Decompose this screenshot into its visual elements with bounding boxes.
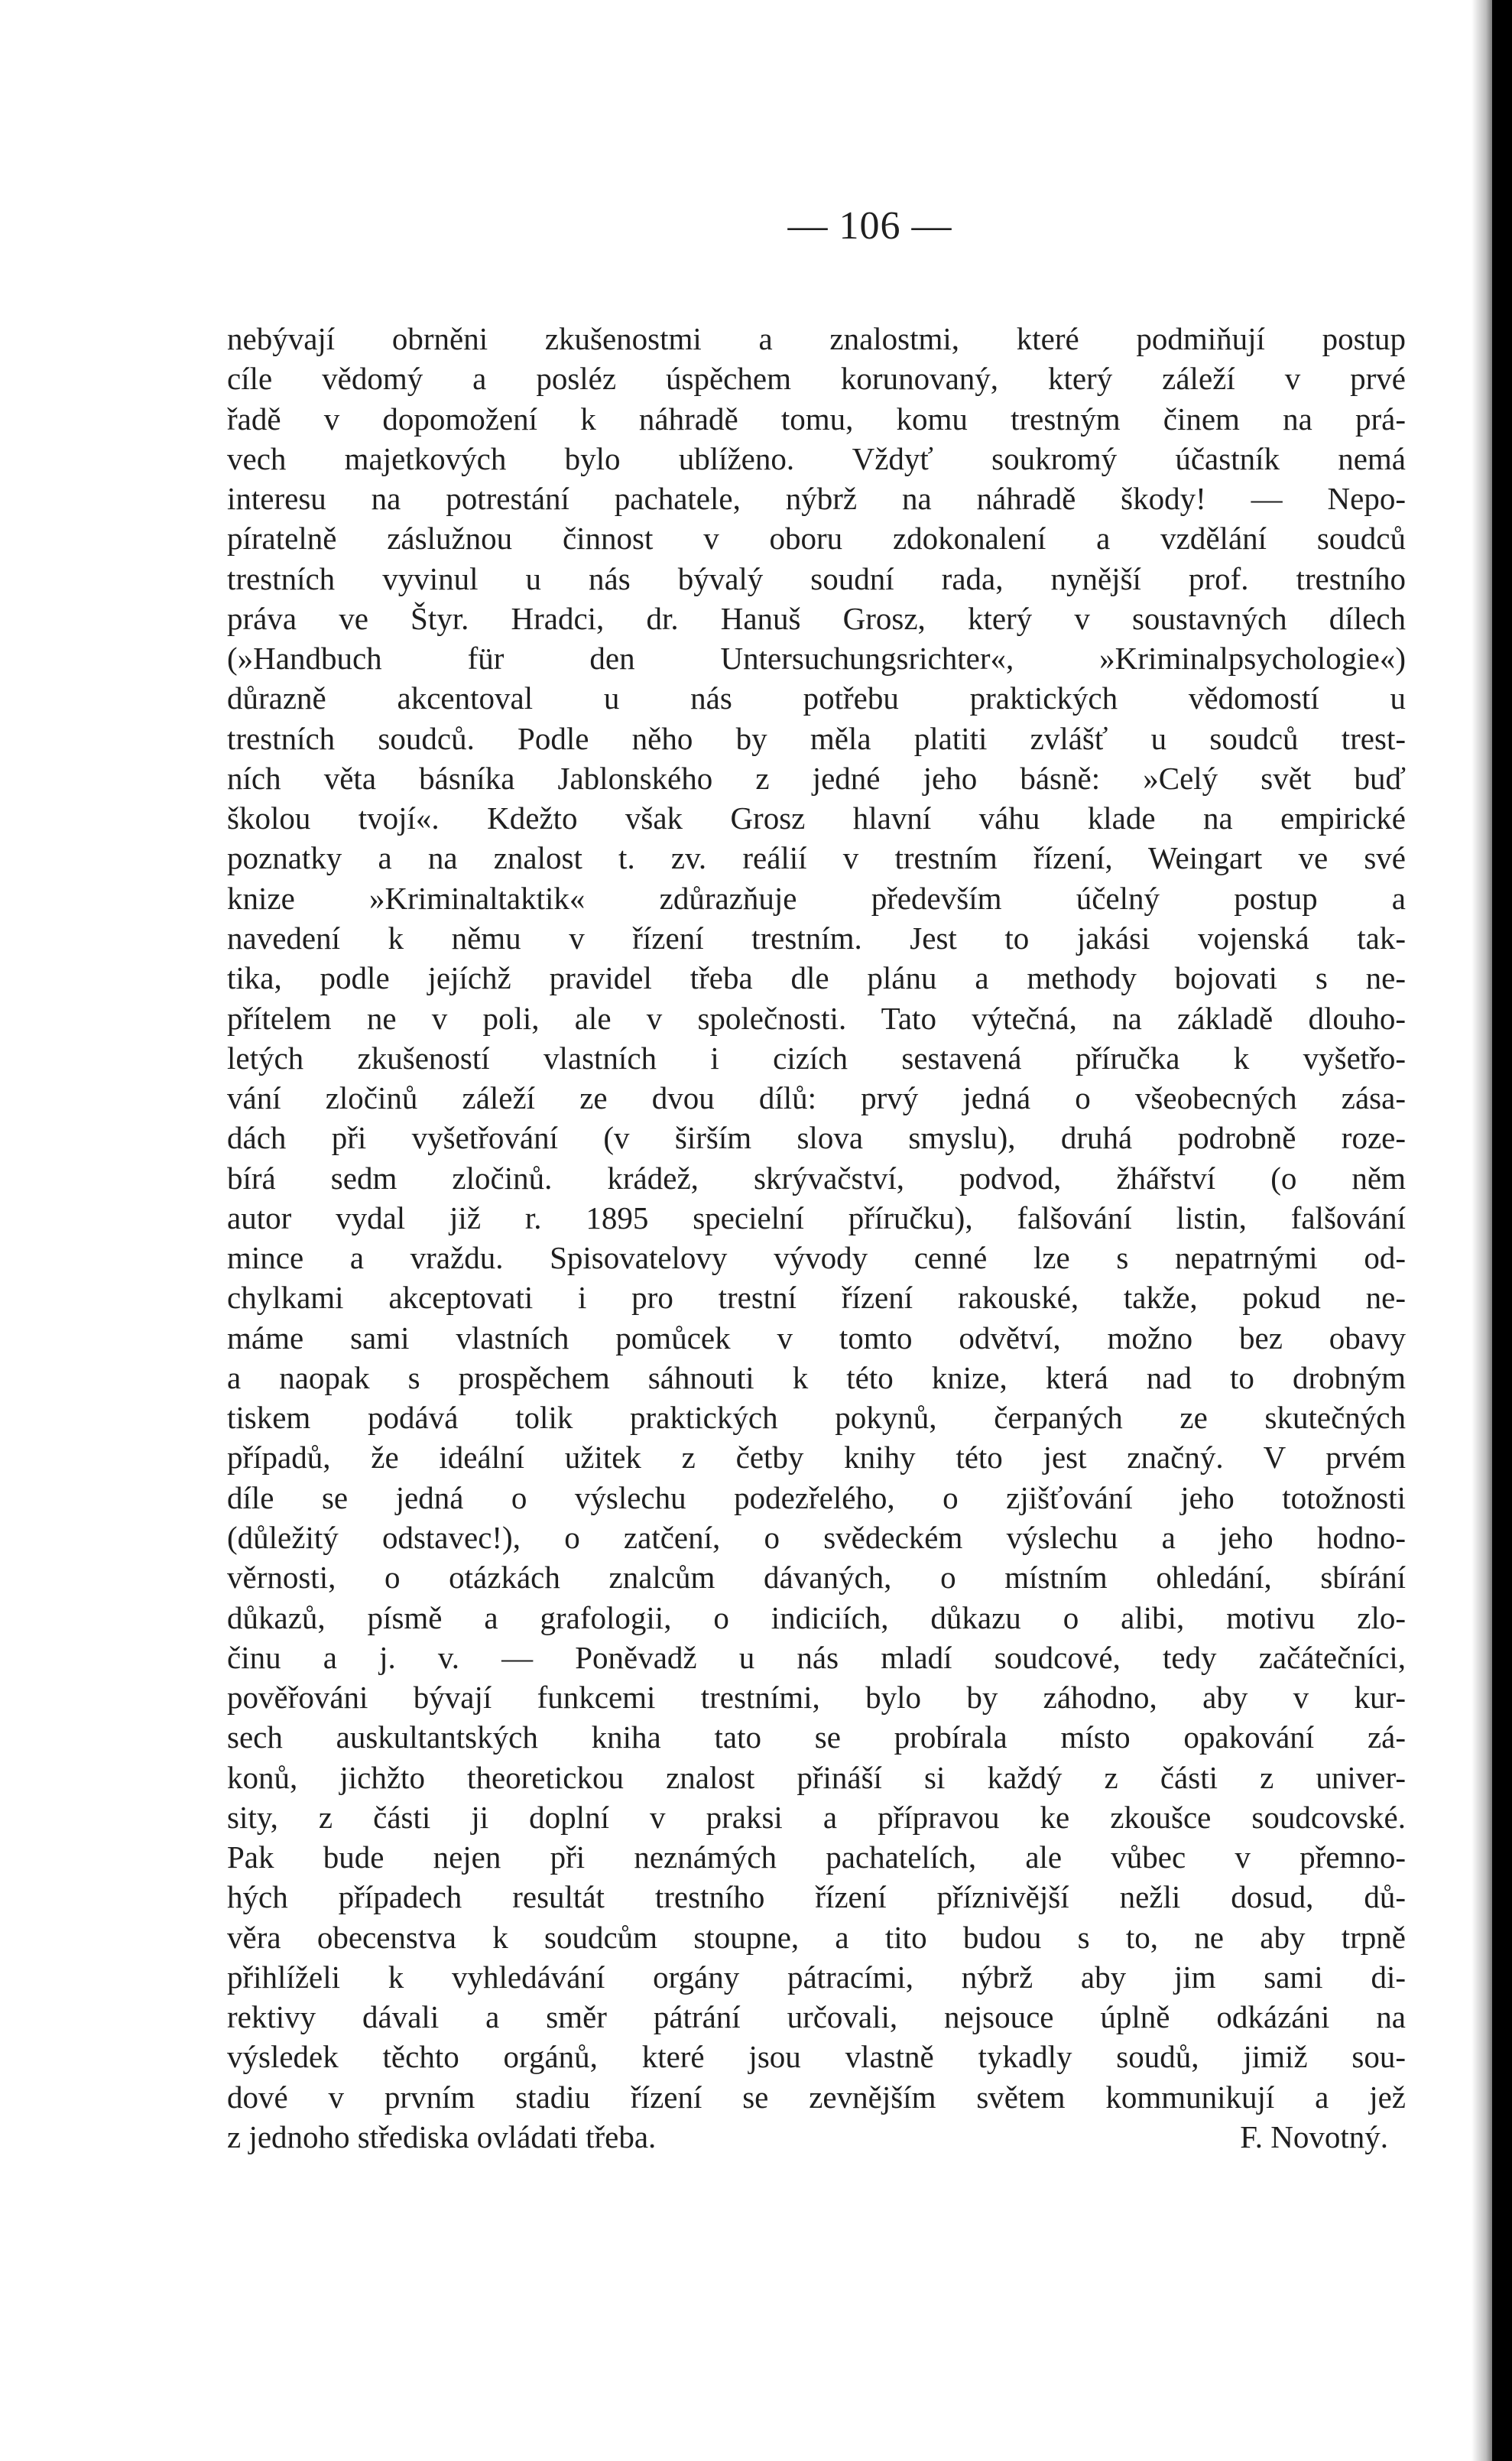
text-line: pověřováni bývají funkcemi trestními, bylo by záhodno, aby v kur- xyxy=(227,1680,1406,1716)
text-line: vech majetkových bylo ublíženo. Vždyť soukromý účastník nemá xyxy=(227,440,1406,476)
page-number: — 106 — xyxy=(787,204,952,248)
text-line: věrnosti, o otázkách znalcům dávaných, o místním ohledání, sbírání xyxy=(227,1560,1406,1596)
text-line: autor vydal již r. 1895 specielní příručku), falšování listin, falšování xyxy=(227,1200,1406,1235)
text-line: trestních vyvinul u nás bývalý soudní rada, nynější prof. trestního xyxy=(227,560,1406,596)
text-line: výsledek těchto orgánů, které jsou vlastně tykadly soudů, jimiž sou- xyxy=(227,2039,1406,2075)
text-line: letých zkušeností vlastních i cizích sestavená příručka k vyšetřo- xyxy=(227,1040,1406,1076)
text-line: cíle vědomý a posléz úspěchem korunovaný, který záleží v prvé xyxy=(227,361,1406,397)
text-line: chylkami akceptovati i pro trestní řízení rakouské, takže, pokud ne- xyxy=(227,1280,1406,1316)
text-line: přítelem ne v poli, ale v společnosti. Tato výtečná, na základě dlouho- xyxy=(227,1000,1406,1036)
text-line: navedení k němu v řízení trestním. Jest to jakási vojenská tak- xyxy=(227,920,1406,956)
text-line: a naopak s prospěchem sáhnouti k této knize, která nad to drobným xyxy=(227,1359,1406,1395)
text-line: vání zločinů záleží ze dvou dílů: prvý jedná o všeobecných zása- xyxy=(227,1080,1406,1116)
text-line: trestních soudců. Podle něho by měla platiti zvlášť u soudců trest- xyxy=(227,720,1406,756)
text-line: poznatky a na znalost t. zv. reálií v trestním řízení, Weingart ve své xyxy=(227,840,1406,876)
text-line: máme sami vlastních pomůcek v tomto odvětví, možno bez obavy xyxy=(227,1320,1406,1355)
text-line: dách při vyšetřování (v širším slova smyslu), druhá podrobně roze- xyxy=(227,1120,1406,1156)
text-line-final xyxy=(227,2117,1406,2157)
text-line: řadě v dopomožení k náhradě tomu, komu trestným činem na prá- xyxy=(227,401,1406,437)
text-line: (»Handbuch für den Untersuchungsrichter«, »Kriminalpsychologie«) xyxy=(227,641,1406,677)
text-line: nebývají obrněni zkušenostmi a znalostmi, které podmiňují postup xyxy=(227,321,1406,356)
text-line: rektivy dávali a směr pátrání určovali, nejsouce úplně odkázáni na xyxy=(227,1999,1406,2035)
text-line: sech auskultantských kniha tato se probírala místo opakování zá- xyxy=(227,1719,1406,1755)
text-line: školou tvojí«. Kdežto však Grosz hlavní váhu klade na empirické xyxy=(227,800,1406,836)
text-line: dové v prvním stadiu řízení se zevnějším světem kommunikují a jež xyxy=(227,2079,1406,2115)
text-line: (důležitý odstavec!), o zatčení, o svědeckém výslechu a jeho hodno- xyxy=(227,1519,1406,1555)
text-line: důkazů, písmě a grafologii, o indiciích, důkazu o alibi, motivu zlo- xyxy=(227,1599,1406,1635)
text-line: tika, podle jejíchž pravidel třeba dle plánu a methody bojovati s ne- xyxy=(227,960,1406,996)
text-line: bírá sedm zločinů. krádež, skrývačství, podvod, žhářství (o něm xyxy=(227,1160,1406,1196)
body-text xyxy=(227,319,1406,2157)
text-line: případů, že ideální užitek z četby knihy této jest značný. V prvém xyxy=(227,1440,1406,1476)
page-edge-shadow xyxy=(1471,0,1492,2461)
text-line: přihlíželi k vyhledávání orgány pátracími, nýbrž aby jim sami di- xyxy=(227,1959,1406,1995)
text-line: věra obecenstva k soudcům stoupne, a tito budou s to, ne aby trpně xyxy=(227,1919,1406,1955)
text-line: díle se jedná o výslechu podezřelého, o zjišťování jeho totožnosti xyxy=(227,1479,1406,1515)
text-line: mince a vraždu. Spisovatelovy vývody cenné lze s nepatrnými od- xyxy=(227,1240,1406,1276)
text-line: konů, jichžto theoretickou znalost přináší si každý z části z univer- xyxy=(227,1759,1406,1795)
text-line: interesu na potrestání pachatele, nýbrž na náhradě škody! — Nepo- xyxy=(227,481,1406,517)
text-line: sity, z části ji doplní v praksi a přípravou ke zkoušce soudcovské. xyxy=(227,1799,1406,1835)
text-line: důrazně akcentoval u nás potřebu praktických vědomostí u xyxy=(227,680,1406,716)
text-line: Pak bude nejen při neznámých pachatelích, ale vůbec v přemno- xyxy=(227,1839,1406,1875)
text-line: tiskem podává tolik praktických pokynů, čerpaných ze skutečných xyxy=(227,1400,1406,1436)
author-signature: F. Novotný. xyxy=(1240,2118,1388,2154)
final-line-text: z jednoho střediska ovládati třeba. xyxy=(227,2118,657,2154)
text-line: píratelně záslužnou činnost v oboru zdokonalení a vzdělání soudců xyxy=(227,521,1406,557)
text-line: práva ve Štyr. Hradci, dr. Hanuš Grosz, který v soustavných dílech xyxy=(227,600,1406,636)
text-line: knize »Kriminaltaktik« zdůrazňuje především účelný postup a xyxy=(227,880,1406,916)
text-line: hých případech resultát trestního řízení příznivější nežli dosud, dů- xyxy=(227,1879,1406,1915)
text-line: ních věta básníka Jablonského z jedné jeho básně: »Celý svět buď xyxy=(227,760,1406,796)
text-line: činu a j. v. — Poněvadž u nás mladí soudcové, tedy začátečníci, xyxy=(227,1639,1406,1675)
